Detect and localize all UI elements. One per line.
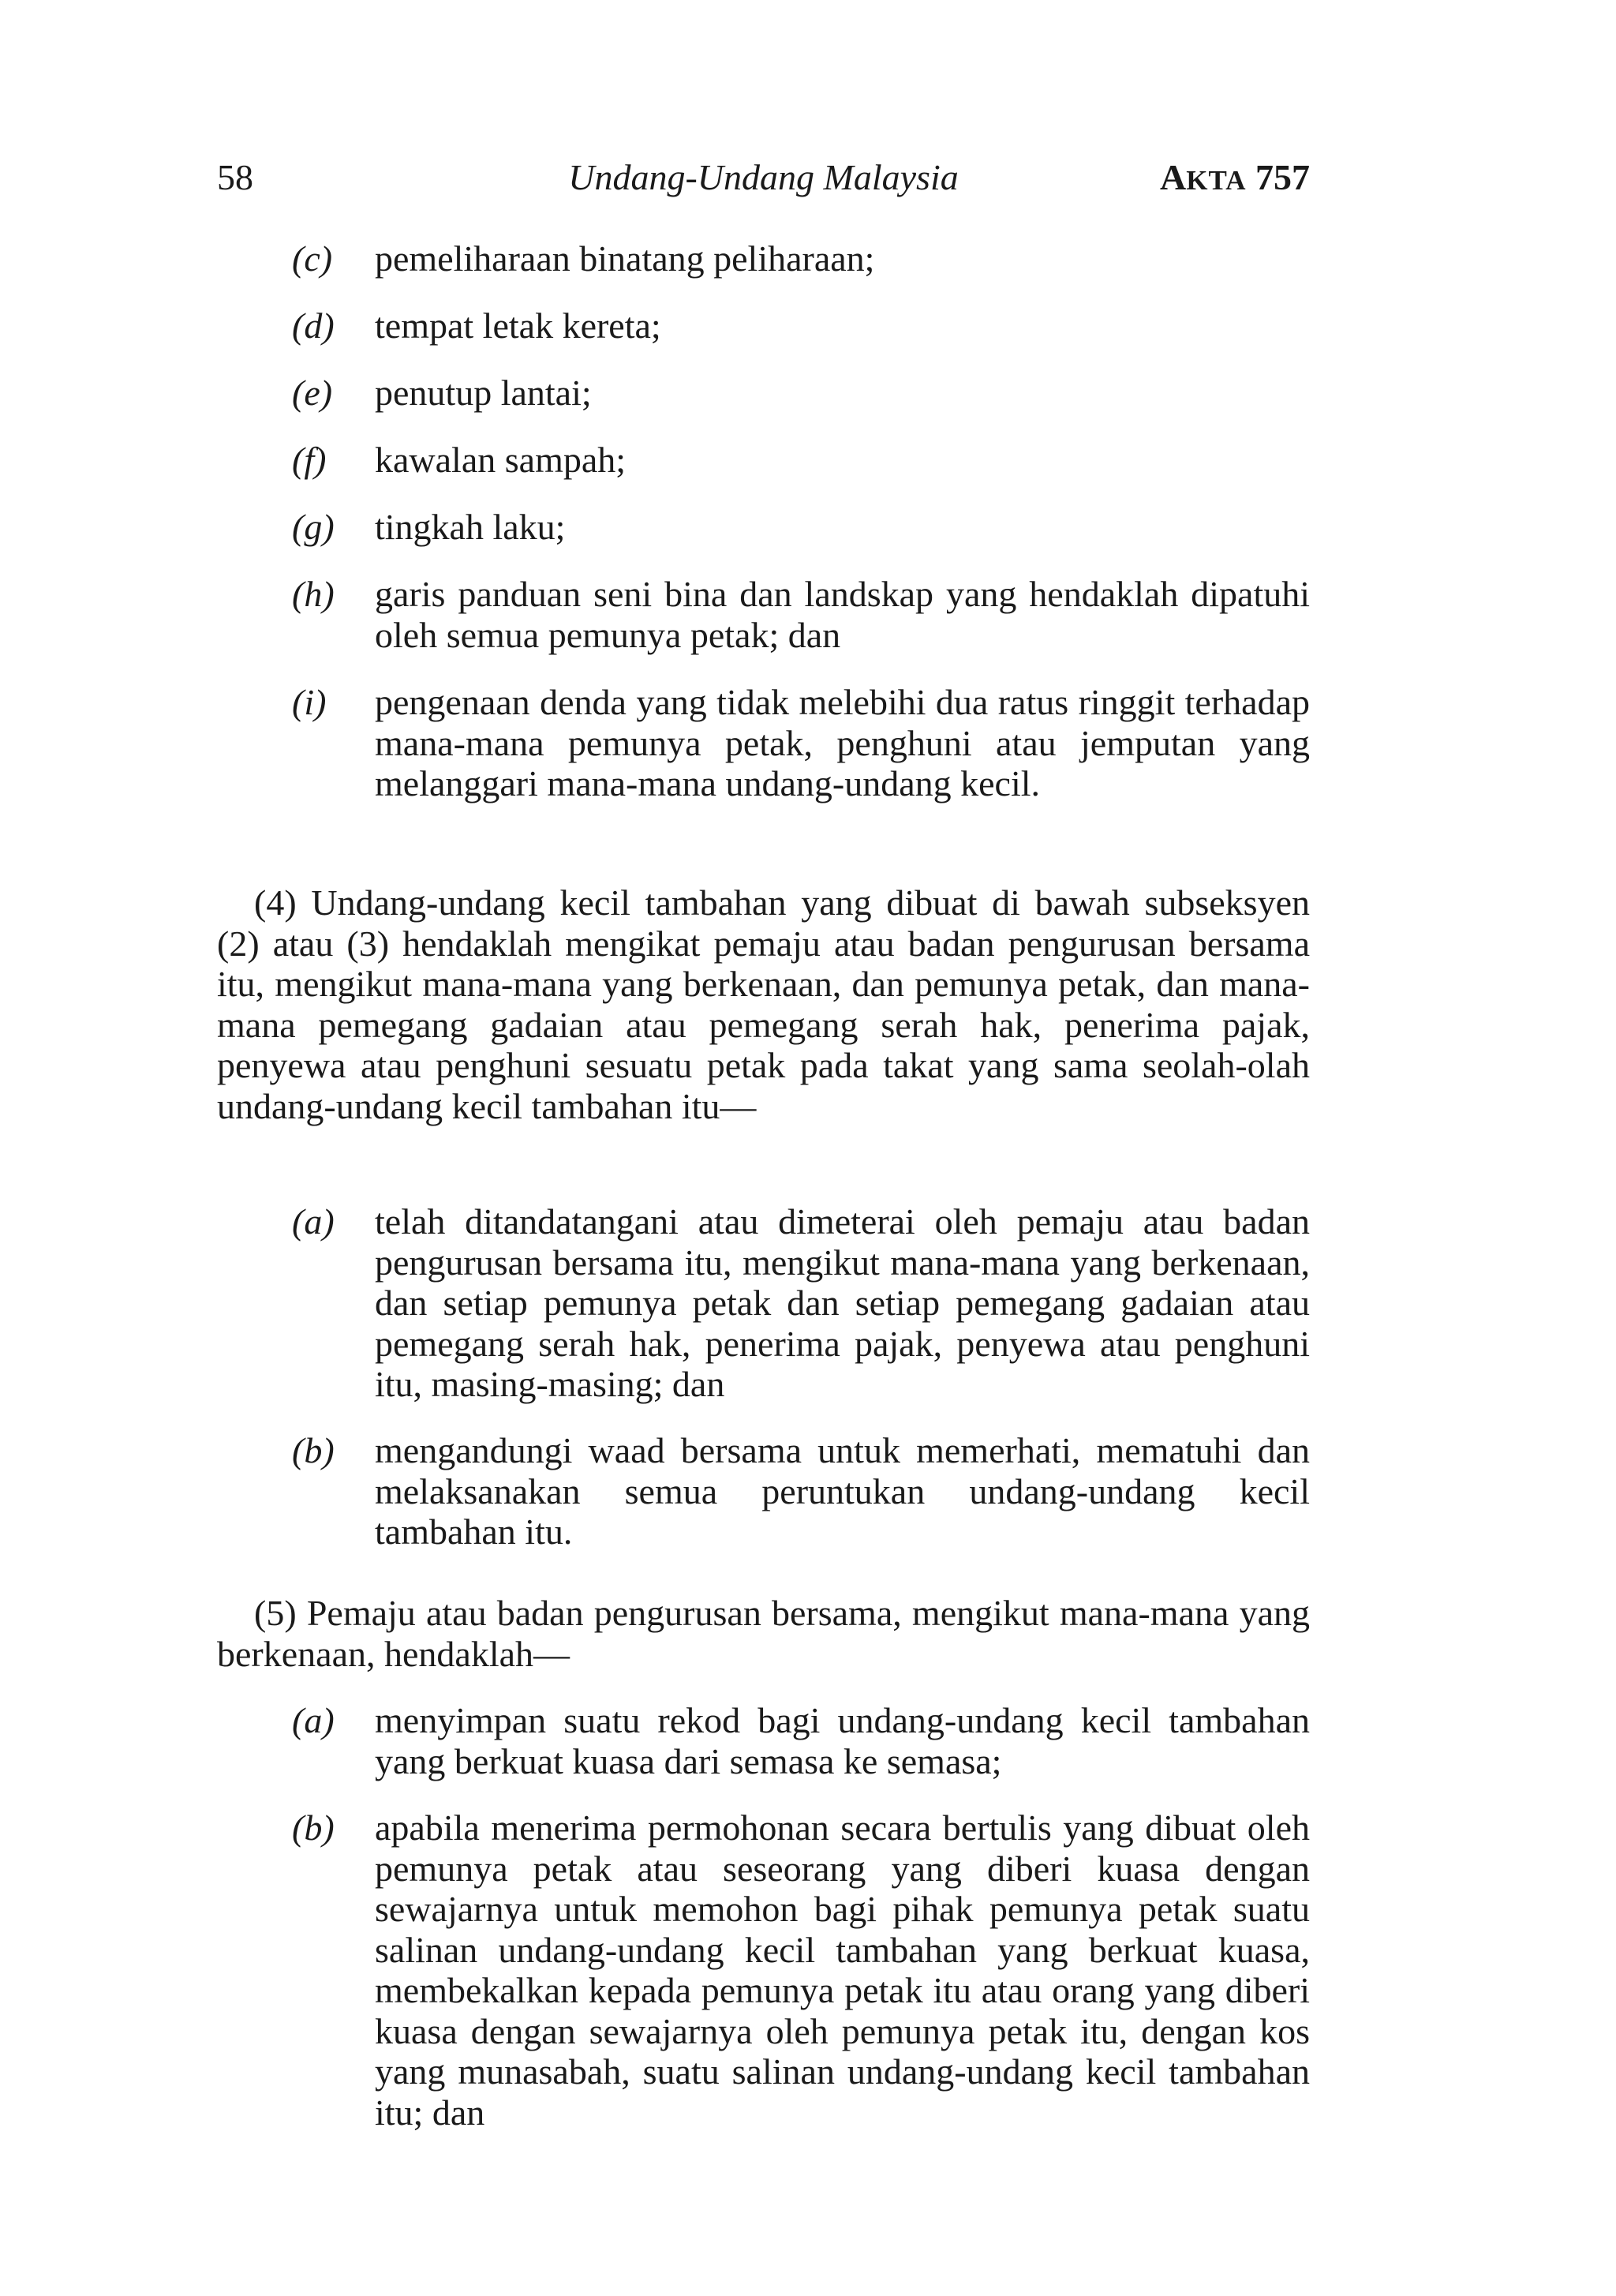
item-marker: (a) [292, 1700, 335, 1740]
act-number: 757 [1255, 157, 1310, 197]
item-text: apabila menerima permohonan secara bertulis yang dibuat oleh pemunya petak atau seseorang yang diberi kuasa dengan sewajarnya untuk memohon bagi pihak pemunya petak suatu salinan undang-undang kecil tambahan yang berkuat kuasa, membekalkan kepada pemunya petak itu atau orang yang diberi kuasa dengan sewajarnya oleh pemunya petak itu, dengan kos yang munasabah, suatu salinan undang-undang kecil tambahan itu; dan [375, 1807, 1310, 2133]
act-word-initial: A [1160, 157, 1187, 197]
act-word [1160, 157, 1246, 197]
item-marker: (h) [292, 574, 335, 614]
paragraph-5: (5) Pemaju atau badan pengurusan bersama, mengikut mana-mana yang berkenaan, hendaklah— [217, 1593, 1310, 1674]
item-marker: (a) [292, 1201, 335, 1242]
act-label [1160, 156, 1310, 198]
item-marker: (g) [292, 507, 335, 547]
item-text: kawalan sampah; [375, 440, 627, 480]
page-header [217, 156, 1310, 204]
item-text: pengenaan denda yang tidak melebihi dua ratus ringgit terhadap mana-mana pemunya petak, penghuni atau jemputan yang melanggari mana-mana undang-undang kecil. [375, 682, 1310, 803]
item-text: mengandungi waad bersama untuk memerhati, mematuhi dan melaksanakan semua peruntukan undang-undang kecil tambahan itu. [375, 1430, 1310, 1552]
item-text: tingkah laku; [375, 507, 566, 547]
item-marker: (d) [292, 305, 335, 346]
item-text: menyimpan suatu rekod bagi undang-undang kecil tambahan yang berkuat kuasa dari semasa ke semasa; [375, 1700, 1310, 1781]
item-text: telah ditandatangani atau dimeterai oleh pemaju atau badan pengurusan bersama itu, mengikut mana-mana yang berkenaan, dan setiap pemunya petak dan setiap pemegang gadaian atau pemegang serah hak, penerima pajak, penyewa atau penghuni itu, masing-masing; dan [375, 1201, 1310, 1404]
act-word-rest: KTA [1186, 165, 1247, 196]
item-marker: (b) [292, 1430, 335, 1470]
running-title: Undang-Undang Malaysia [568, 157, 959, 197]
item-text: pemeliharaan binatang peliharaan; [375, 238, 875, 279]
item-marker: (b) [292, 1807, 335, 1848]
item-text: tempat letak kereta; [375, 305, 661, 346]
item-marker: (e) [292, 373, 333, 413]
page-number: 58 [217, 157, 253, 197]
item-marker: (i) [292, 682, 327, 722]
item-marker: (f) [292, 440, 327, 480]
paragraph-4: (4) Undang-undang kecil tambahan yang dibuat di bawah subseksyen (2) atau (3) hendaklah mengikat pemaju atau badan pengurusan bersama itu, mengikut mana-mana yang berkenaan, dan pemunya petak, dan mana-mana pemegang gadaian atau pemegang serah hak, penerima pajak, penyewa atau penghuni sesuatu petak pada takat yang sama seolah-olah undang-undang kecil tambahan itu— [217, 882, 1310, 1126]
item-text: garis panduan seni bina dan landskap yang hendaklah dipatuhi oleh semua pemunya petak; dan [375, 574, 1310, 655]
item-text: penutup lantai; [375, 373, 592, 413]
item-marker: (c) [292, 238, 333, 279]
